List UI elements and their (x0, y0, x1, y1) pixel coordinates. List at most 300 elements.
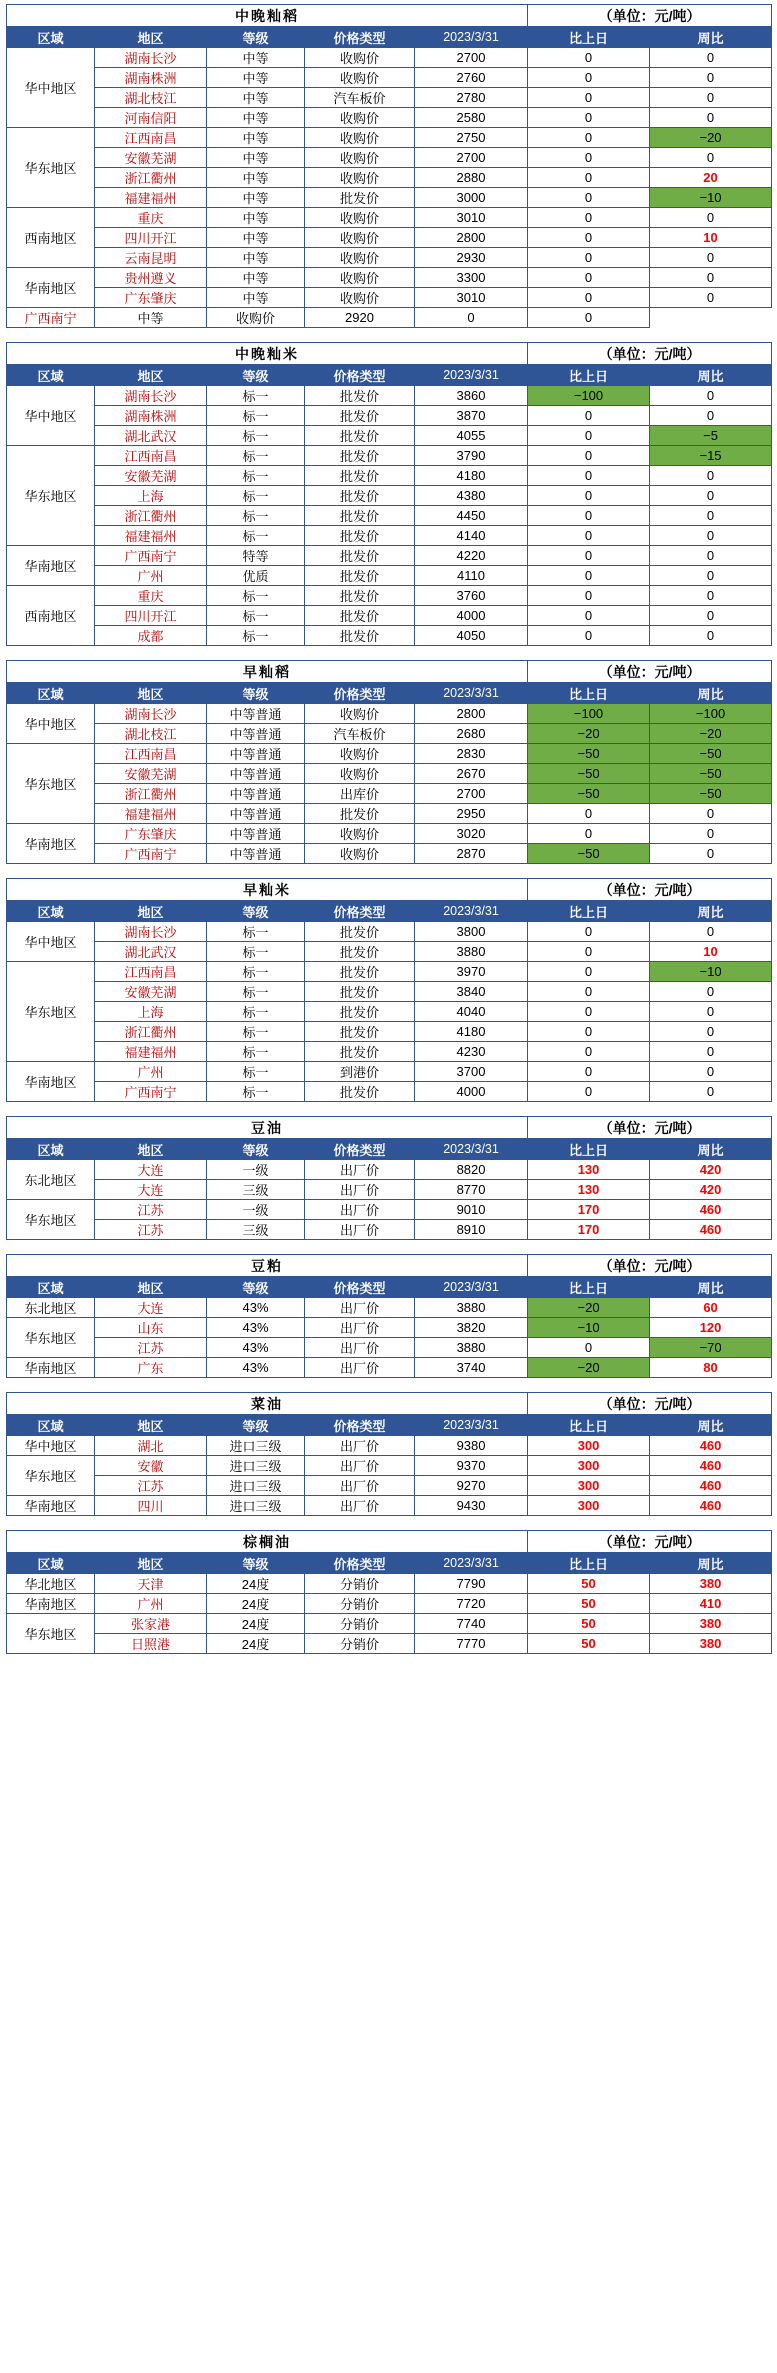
area-cell: 江西南昌 (95, 962, 207, 982)
table-header-row (7, 27, 772, 48)
week-change-cell: 80 (650, 1358, 772, 1378)
price-cell: 4220 (415, 546, 528, 566)
day-change-cell: 0 (528, 1062, 650, 1082)
header-price-type: 价格类型 (305, 1139, 415, 1160)
header-week-change: 周比 (650, 1277, 772, 1298)
week-change-cell: 0 (650, 68, 772, 88)
week-change-cell: 20 (650, 168, 772, 188)
day-change-cell: 0 (528, 268, 650, 288)
region-cell: 东北地区 (7, 1160, 95, 1200)
region-cell: 华中地区 (7, 704, 95, 744)
table-row (7, 248, 772, 268)
region-cell: 华南地区 (7, 1358, 95, 1378)
price-cell: 2670 (415, 764, 528, 784)
price-cell: 9380 (415, 1436, 528, 1456)
day-change-cell: −100 (528, 704, 650, 724)
header-grade: 等级 (207, 1415, 305, 1436)
week-change-cell: −20 (650, 724, 772, 744)
area-cell: 贵州遵义 (95, 268, 207, 288)
grade-cell: 标一 (207, 922, 305, 942)
header-area: 地区 (95, 1139, 207, 1160)
grade-cell: 标一 (207, 606, 305, 626)
table-row (7, 824, 772, 844)
price-cell: 2680 (415, 724, 528, 744)
week-change-cell: 10 (650, 228, 772, 248)
price-cell: 3740 (415, 1358, 528, 1378)
region-cell: 西南地区 (7, 208, 95, 268)
week-change-cell: 0 (650, 526, 772, 546)
area-cell: 湖北武汉 (95, 942, 207, 962)
week-change-cell: 0 (650, 546, 772, 566)
price-cell: 2870 (415, 844, 528, 864)
price-cell: 9430 (415, 1496, 528, 1516)
header-price-type: 价格类型 (305, 1553, 415, 1574)
area-cell: 安徽芜湖 (95, 764, 207, 784)
price-cell: 2930 (415, 248, 528, 268)
week-change-cell: 420 (650, 1160, 772, 1180)
day-change-cell: 130 (528, 1160, 650, 1180)
day-change-cell: −20 (528, 1358, 650, 1378)
week-change-cell: 0 (650, 586, 772, 606)
grade-cell: 三级 (207, 1220, 305, 1240)
price-type-cell: 收购价 (305, 764, 415, 784)
region-cell: 华东地区 (7, 446, 95, 546)
grade-cell: 24度 (207, 1614, 305, 1634)
price-type-cell: 批发价 (305, 466, 415, 486)
day-change-cell: 300 (528, 1476, 650, 1496)
price-type-cell: 分销价 (305, 1594, 415, 1614)
price-cell: 4050 (415, 626, 528, 646)
day-change-cell: 0 (528, 942, 650, 962)
day-change-cell: 300 (528, 1436, 650, 1456)
price-cell: 2760 (415, 68, 528, 88)
price-type-cell: 收购价 (305, 744, 415, 764)
price-type-cell: 出厂价 (305, 1160, 415, 1180)
week-change-cell: 0 (650, 486, 772, 506)
day-change-cell: −20 (528, 724, 650, 744)
day-change-cell: −50 (528, 744, 650, 764)
area-cell: 广西南宁 (7, 308, 95, 328)
grade-cell: 标一 (207, 1042, 305, 1062)
day-change-cell: 0 (528, 982, 650, 1002)
grade-cell: 标一 (207, 942, 305, 962)
table-title-row (7, 1117, 772, 1139)
price-type-cell: 收购价 (305, 148, 415, 168)
region-cell: 华东地区 (7, 128, 95, 208)
area-cell: 湖南长沙 (95, 922, 207, 942)
price-cell: 4180 (415, 466, 528, 486)
week-change-cell: 0 (650, 406, 772, 426)
header-day-change: 比上日 (528, 1277, 650, 1298)
area-cell: 江苏 (95, 1338, 207, 1358)
price-type-cell: 出厂价 (305, 1220, 415, 1240)
day-change-cell: 0 (528, 168, 650, 188)
day-change-cell: 170 (528, 1200, 650, 1220)
price-cell: 7720 (415, 1594, 528, 1614)
price-type-cell: 批发价 (305, 962, 415, 982)
header-region: 区域 (7, 1139, 95, 1160)
area-cell: 福建福州 (95, 526, 207, 546)
table-row (7, 208, 772, 228)
table-row (7, 386, 772, 406)
table-title-row (7, 661, 772, 683)
price-cell: 2700 (415, 784, 528, 804)
unit-label: （单位：元/吨） (528, 1393, 772, 1415)
table-row (7, 1634, 772, 1654)
week-change-cell: 410 (650, 1594, 772, 1614)
table-row (7, 982, 772, 1002)
unit-label: （单位：元/吨） (528, 1117, 772, 1139)
price-type-cell: 批发价 (305, 446, 415, 466)
grade-cell: 中等 (207, 228, 305, 248)
price-cell: 7740 (415, 1614, 528, 1634)
price-type-cell: 出厂价 (305, 1338, 415, 1358)
header-week-change: 周比 (650, 1553, 772, 1574)
header-date: 2023/3/31 (415, 1277, 528, 1298)
table-title: 中晚籼稻 (7, 5, 528, 27)
price-cell: 8820 (415, 1160, 528, 1180)
grade-cell: 中等普通 (207, 804, 305, 824)
table-row (7, 844, 772, 864)
price-cell: 2950 (415, 804, 528, 824)
commodity-table-block (6, 878, 771, 1102)
price-cell: 3880 (415, 942, 528, 962)
table-row (7, 506, 772, 526)
area-cell: 湖南长沙 (95, 704, 207, 724)
week-change-cell: 0 (650, 1042, 772, 1062)
price-type-cell: 出厂价 (305, 1358, 415, 1378)
header-price-type: 价格类型 (305, 365, 415, 386)
grade-cell: 标一 (207, 982, 305, 1002)
price-type-cell: 批发价 (305, 1082, 415, 1102)
grade-cell: 标一 (207, 446, 305, 466)
grade-cell: 中等 (207, 68, 305, 88)
price-type-cell: 出厂价 (305, 1200, 415, 1220)
region-cell: 华东地区 (7, 1200, 95, 1240)
commodity-price-table (6, 1254, 772, 1378)
week-change-cell: 0 (650, 506, 772, 526)
header-region: 区域 (7, 1553, 95, 1574)
table-row (7, 288, 772, 308)
table-title: 豆油 (7, 1117, 528, 1139)
table-row (7, 1338, 772, 1358)
header-price-type: 价格类型 (305, 1415, 415, 1436)
area-cell: 四川开江 (95, 606, 207, 626)
area-cell: 上海 (95, 1002, 207, 1022)
grade-cell: 中等 (207, 248, 305, 268)
price-cell: 3800 (415, 922, 528, 942)
price-cell: 2880 (415, 168, 528, 188)
region-cell: 华中地区 (7, 386, 95, 446)
day-change-cell: 0 (528, 128, 650, 148)
price-cell: 9370 (415, 1456, 528, 1476)
price-type-cell: 收购价 (305, 208, 415, 228)
grade-cell: 24度 (207, 1574, 305, 1594)
commodity-price-table (6, 660, 772, 864)
price-type-cell: 批发价 (305, 426, 415, 446)
day-change-cell: 0 (528, 88, 650, 108)
price-cell: 3820 (415, 1318, 528, 1338)
header-day-change: 比上日 (528, 1415, 650, 1436)
table-row (7, 188, 772, 208)
header-week-change: 周比 (650, 27, 772, 48)
area-cell: 湖北 (95, 1436, 207, 1456)
area-cell: 湖北武汉 (95, 426, 207, 446)
commodity-price-table (6, 4, 772, 328)
region-cell: 华南地区 (7, 268, 95, 308)
area-cell: 四川 (95, 1496, 207, 1516)
table-row (7, 784, 772, 804)
week-change-cell: 120 (650, 1318, 772, 1338)
area-cell: 浙江衢州 (95, 506, 207, 526)
header-region: 区域 (7, 1277, 95, 1298)
grade-cell: 中等 (207, 188, 305, 208)
grade-cell: 标一 (207, 406, 305, 426)
grade-cell: 24度 (207, 1634, 305, 1654)
price-type-cell: 批发价 (305, 586, 415, 606)
price-type-cell: 收购价 (305, 68, 415, 88)
area-cell: 浙江衢州 (95, 168, 207, 188)
price-cell: 8770 (415, 1180, 528, 1200)
header-grade: 等级 (207, 683, 305, 704)
grade-cell: 中等 (207, 288, 305, 308)
commodity-table-block (6, 1530, 771, 1654)
unit-label: （单位：元/吨） (528, 5, 772, 27)
table-title: 早籼米 (7, 879, 528, 901)
price-type-cell: 批发价 (305, 1042, 415, 1062)
day-change-cell: 50 (528, 1614, 650, 1634)
table-row (7, 586, 772, 606)
day-change-cell: 50 (528, 1634, 650, 1654)
grade-cell: 标一 (207, 626, 305, 646)
commodity-table-block (6, 1254, 771, 1378)
week-change-cell: 380 (650, 1614, 772, 1634)
header-day-change: 比上日 (528, 365, 650, 386)
week-change-cell: 0 (650, 88, 772, 108)
commodity-table-block (6, 660, 771, 864)
price-type-cell: 批发价 (305, 486, 415, 506)
price-cell: 3700 (415, 1062, 528, 1082)
header-region: 区域 (7, 901, 95, 922)
price-type-cell: 批发价 (305, 1002, 415, 1022)
header-week-change: 周比 (650, 1415, 772, 1436)
unit-label: （单位：元/吨） (528, 661, 772, 683)
area-cell: 天津 (95, 1574, 207, 1594)
header-day-change: 比上日 (528, 1553, 650, 1574)
grade-cell: 标一 (207, 962, 305, 982)
price-cell: 4000 (415, 606, 528, 626)
week-change-cell: 460 (650, 1200, 772, 1220)
area-cell: 福建福州 (95, 1042, 207, 1062)
grade-cell: 中等 (207, 168, 305, 188)
area-cell: 日照港 (95, 1634, 207, 1654)
grade-cell: 中等 (95, 308, 207, 328)
table-row (7, 546, 772, 566)
day-change-cell: 300 (528, 1496, 650, 1516)
header-area: 地区 (95, 27, 207, 48)
week-change-cell: 0 (650, 48, 772, 68)
table-header-row (7, 1415, 772, 1436)
price-type-cell: 批发价 (305, 922, 415, 942)
price-type-cell: 收购价 (305, 248, 415, 268)
table-row (7, 704, 772, 724)
grade-cell: 进口三级 (207, 1456, 305, 1476)
area-cell: 浙江衢州 (95, 784, 207, 804)
price-cell: 3880 (415, 1338, 528, 1358)
header-grade: 等级 (207, 901, 305, 922)
area-cell: 广西南宁 (95, 844, 207, 864)
price-type-cell: 批发价 (305, 566, 415, 586)
price-cell: 2700 (415, 48, 528, 68)
grade-cell: 中等普通 (207, 704, 305, 724)
region-cell: 华中地区 (7, 922, 95, 962)
price-cell: 3790 (415, 446, 528, 466)
area-cell: 福建福州 (95, 188, 207, 208)
price-cell: 7770 (415, 1634, 528, 1654)
day-change-cell: 0 (528, 228, 650, 248)
day-change-cell: 0 (528, 406, 650, 426)
day-change-cell: 0 (528, 1002, 650, 1022)
table-row (7, 68, 772, 88)
week-change-cell: 0 (650, 626, 772, 646)
header-area: 地区 (95, 683, 207, 704)
area-cell: 安徽芜湖 (95, 982, 207, 1002)
table-title: 中晚籼米 (7, 343, 528, 365)
price-type-cell: 批发价 (305, 942, 415, 962)
week-change-cell: 0 (650, 1062, 772, 1082)
table-title: 豆粕 (7, 1255, 528, 1277)
region-cell: 华南地区 (7, 1594, 95, 1614)
day-change-cell: 0 (528, 108, 650, 128)
header-date: 2023/3/31 (415, 27, 528, 48)
table-row (7, 48, 772, 68)
price-type-cell: 批发价 (305, 526, 415, 546)
area-cell: 江苏 (95, 1476, 207, 1496)
price-type-cell: 分销价 (305, 1574, 415, 1594)
price-type-cell: 收购价 (305, 268, 415, 288)
price-cell: 2750 (415, 128, 528, 148)
week-change-cell: −50 (650, 784, 772, 804)
week-change-cell: 380 (650, 1634, 772, 1654)
price-cell: 4040 (415, 1002, 528, 1022)
grade-cell: 一级 (207, 1160, 305, 1180)
table-row (7, 1082, 772, 1102)
price-type-cell: 出厂价 (305, 1318, 415, 1338)
area-cell: 湖北枝江 (95, 88, 207, 108)
table-row (7, 1496, 772, 1516)
header-week-change: 周比 (650, 901, 772, 922)
price-cell: 3870 (415, 406, 528, 426)
price-type-cell: 批发价 (305, 606, 415, 626)
week-change-cell: −100 (650, 704, 772, 724)
week-change-cell: 0 (650, 386, 772, 406)
table-row (7, 1318, 772, 1338)
unit-label: （单位：元/吨） (528, 343, 772, 365)
header-date: 2023/3/31 (415, 683, 528, 704)
day-change-cell: 0 (528, 804, 650, 824)
region-cell: 华东地区 (7, 1456, 95, 1496)
header-week-change: 周比 (650, 365, 772, 386)
header-area: 地区 (95, 1553, 207, 1574)
price-cell: 4055 (415, 426, 528, 446)
week-change-cell: 0 (650, 922, 772, 942)
commodity-price-table (6, 878, 772, 1102)
table-header-row (7, 365, 772, 386)
week-change-cell: 460 (650, 1456, 772, 1476)
region-cell: 华南地区 (7, 1496, 95, 1516)
grade-cell: 标一 (207, 426, 305, 446)
week-change-cell: −10 (650, 962, 772, 982)
week-change-cell: 0 (650, 606, 772, 626)
area-cell: 福建福州 (95, 804, 207, 824)
day-change-cell: 0 (528, 824, 650, 844)
area-cell: 湖北枝江 (95, 724, 207, 744)
header-region: 区域 (7, 27, 95, 48)
day-change-cell: 0 (528, 586, 650, 606)
day-change-cell: 0 (528, 1022, 650, 1042)
grade-cell: 标一 (207, 526, 305, 546)
day-change-cell: 50 (528, 1574, 650, 1594)
week-change-cell: 0 (650, 844, 772, 864)
week-change-cell: 460 (650, 1496, 772, 1516)
table-row (7, 764, 772, 784)
price-cell: 3840 (415, 982, 528, 1002)
header-week-change: 周比 (650, 1139, 772, 1160)
table-row (7, 1456, 772, 1476)
price-type-cell: 批发价 (305, 804, 415, 824)
header-grade: 等级 (207, 27, 305, 48)
week-change-cell: 460 (650, 1220, 772, 1240)
grade-cell: 中等 (207, 88, 305, 108)
table-row (7, 724, 772, 744)
header-area: 地区 (95, 1277, 207, 1298)
price-cell: 3970 (415, 962, 528, 982)
grade-cell: 标一 (207, 1002, 305, 1022)
price-type-cell: 分销价 (305, 1614, 415, 1634)
header-day-change: 比上日 (528, 27, 650, 48)
price-type-cell: 分销价 (305, 1634, 415, 1654)
price-cell: 2780 (415, 88, 528, 108)
region-cell: 东北地区 (7, 1298, 95, 1318)
day-change-cell: 0 (528, 1042, 650, 1062)
table-header-row (7, 683, 772, 704)
grade-cell: 三级 (207, 1180, 305, 1200)
week-change-cell: −20 (650, 128, 772, 148)
grade-cell: 中等普通 (207, 764, 305, 784)
region-cell: 华东地区 (7, 1614, 95, 1654)
table-row (7, 148, 772, 168)
table-row (7, 744, 772, 764)
grade-cell: 43% (207, 1358, 305, 1378)
table-row (7, 804, 772, 824)
table-row (7, 1614, 772, 1634)
header-day-change: 比上日 (528, 1139, 650, 1160)
table-header-row (7, 1139, 772, 1160)
region-cell: 华东地区 (7, 1318, 95, 1358)
header-grade: 等级 (207, 1553, 305, 1574)
commodity-table-block (6, 342, 771, 646)
price-cell: 9270 (415, 1476, 528, 1496)
table-row (7, 88, 772, 108)
table-row (7, 446, 772, 466)
price-cell: 4140 (415, 526, 528, 546)
price-type-cell: 汽车板价 (305, 724, 415, 744)
table-row (7, 168, 772, 188)
price-cell: 2830 (415, 744, 528, 764)
grade-cell: 特等 (207, 546, 305, 566)
day-change-cell: 0 (528, 148, 650, 168)
price-type-cell: 到港价 (305, 1062, 415, 1082)
